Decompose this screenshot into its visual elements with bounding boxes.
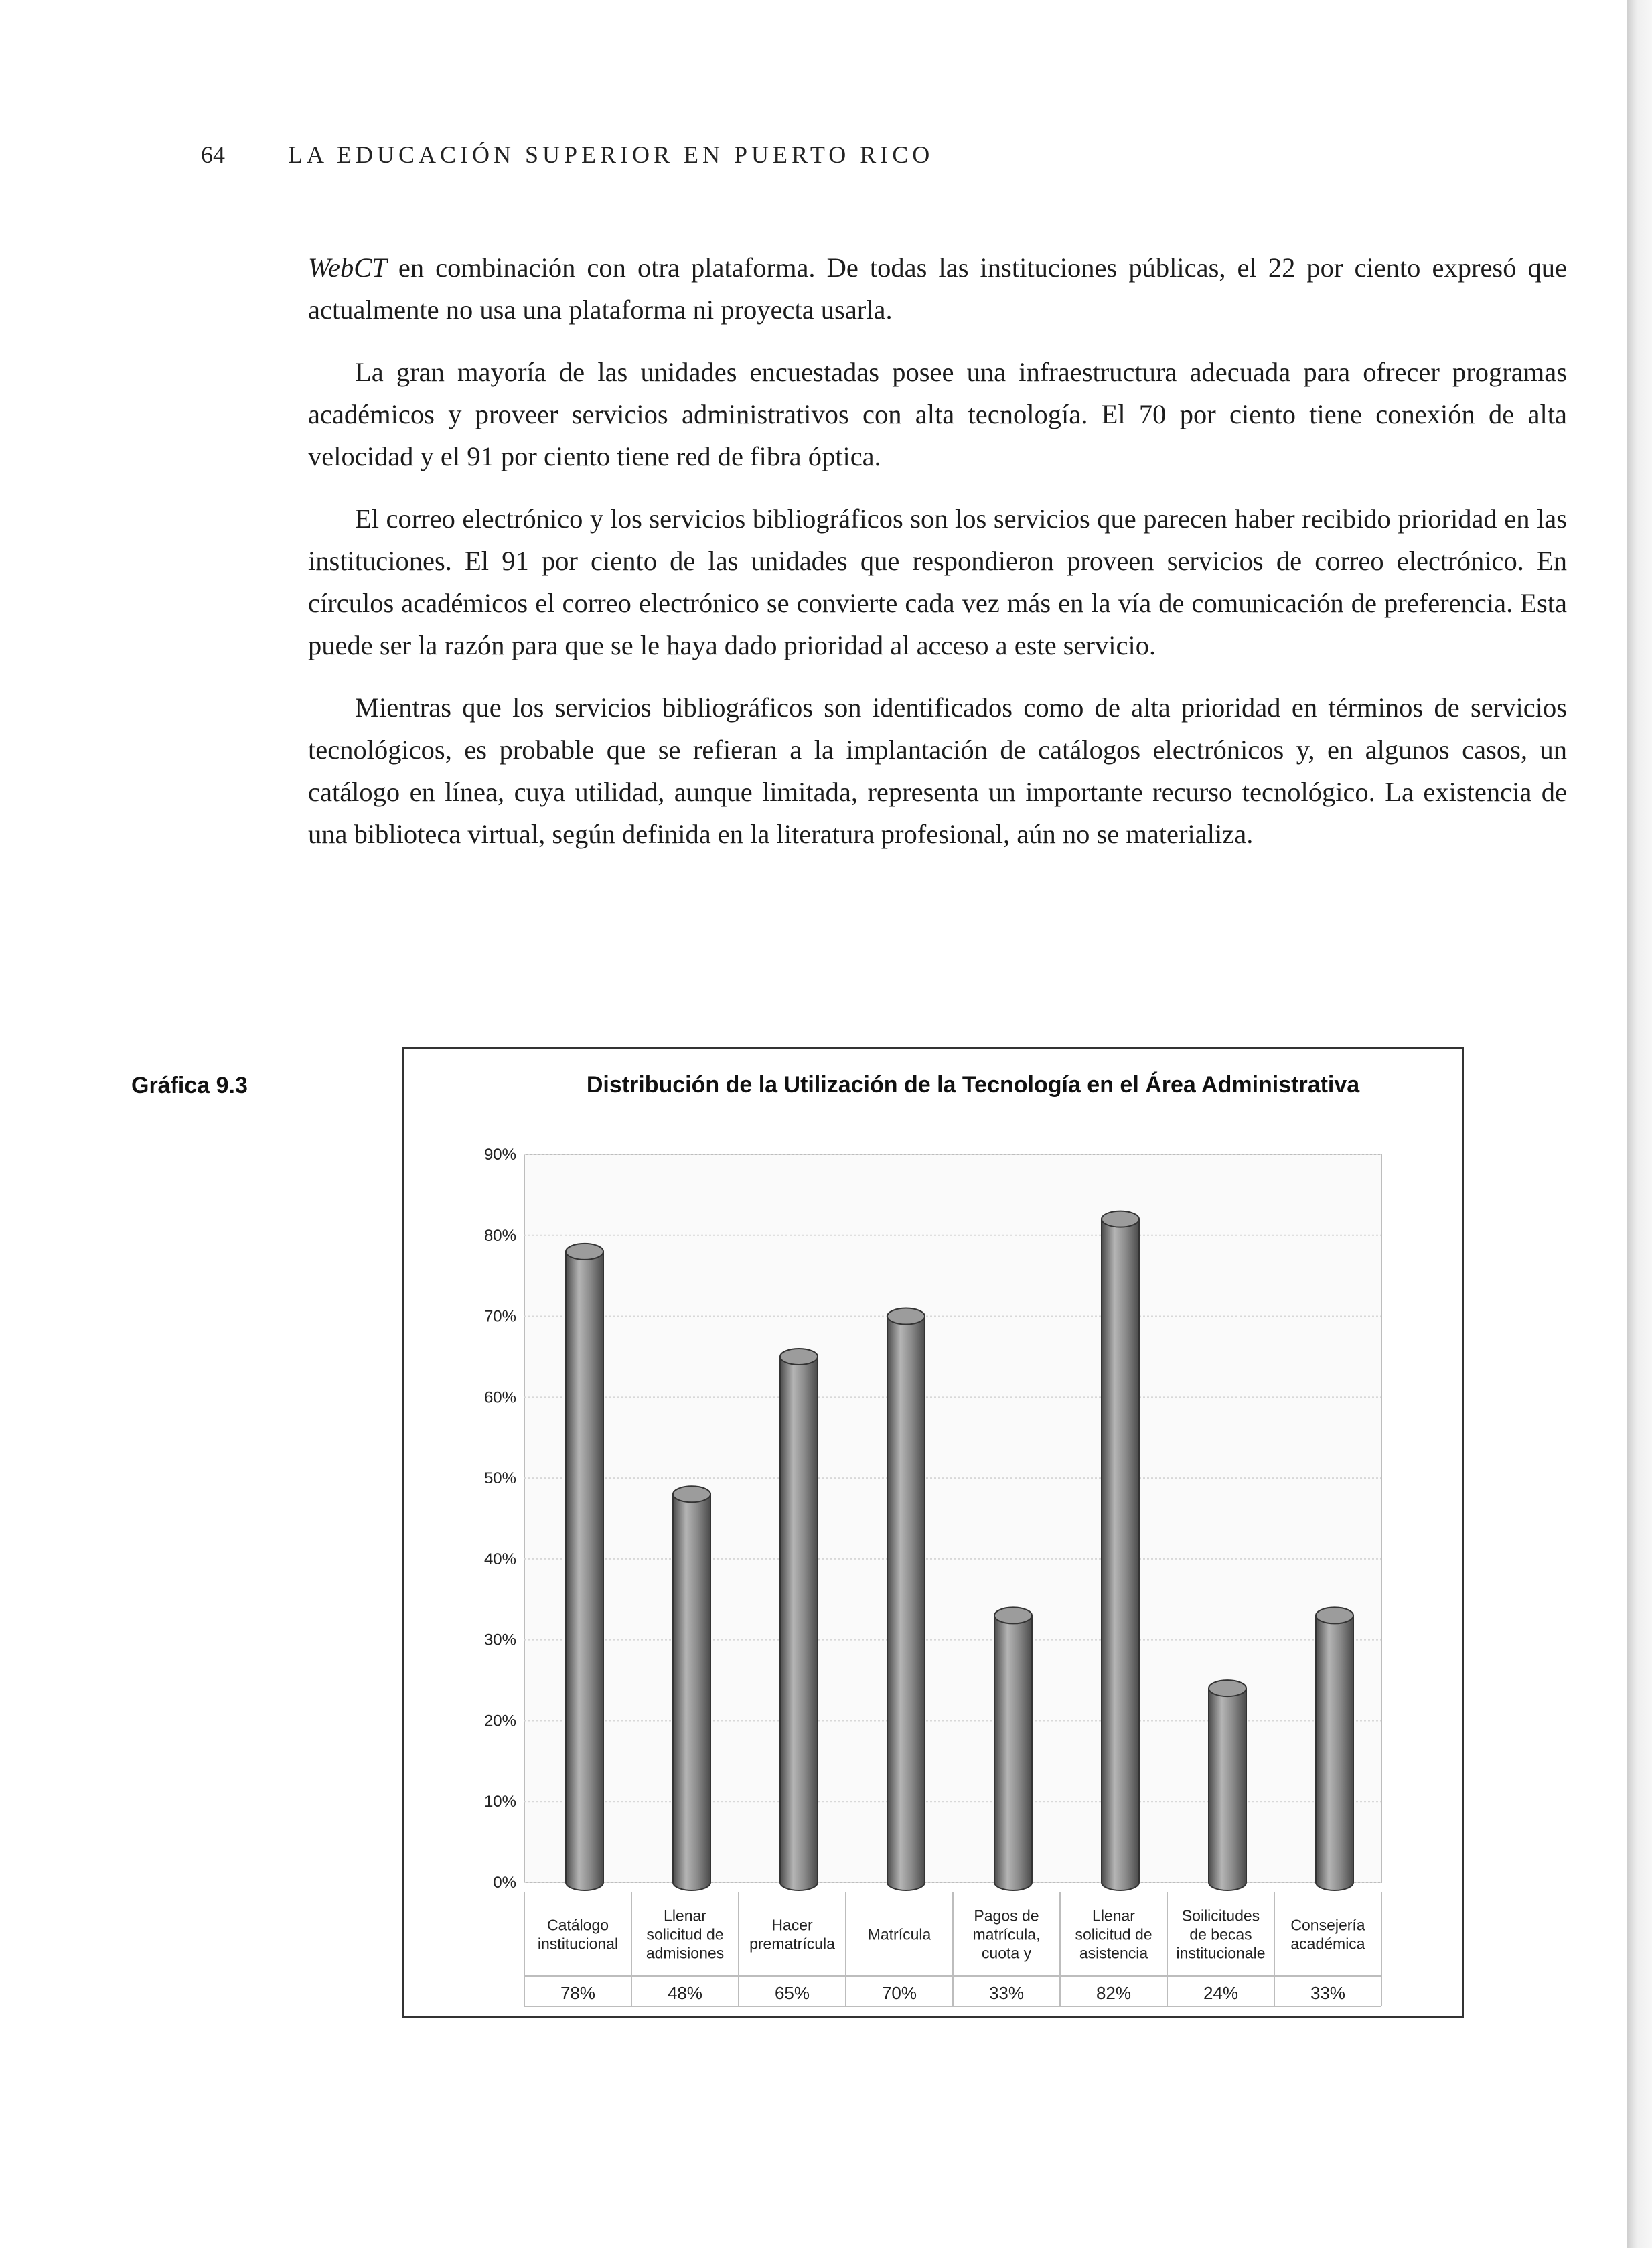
running-header bbox=[201, 141, 1272, 174]
paragraph-4: Mientras que los servicios bibliográficos son identificados como de alta prioridad en términos de servicios tecnológicos, es probable que se refieran a la implantación de catálogos electrónicos y, en algunos casos, un catálogo en línea, cuya utilidad, aunque limitada, representa un importante recurso tecnológico. La existencia de una biblioteca virtual, según definida en la literatura profesional, aún no se materializa. bbox=[308, 692, 1567, 849]
value-label: 70% bbox=[881, 1983, 917, 2003]
bar bbox=[1209, 1688, 1246, 1890]
paragraph-2: La gran mayoría de las unidades encuestadas posee una infraestructura adecuada para ofrecer programas académicos y proveer servicios administrativos con alta tecnología. El 70 por ciento tiene conexión de alta velocidad y el 91 por ciento tiene red de fibra óptica. bbox=[308, 357, 1567, 471]
running-title: LA EDUCACIÓN SUPERIOR EN PUERTO RICO bbox=[288, 141, 934, 168]
y-tick-label: 40% bbox=[483, 1550, 516, 1568]
bar-top bbox=[1209, 1680, 1246, 1696]
y-tick-label: 10% bbox=[483, 1793, 516, 1811]
y-tick-label: 90% bbox=[483, 1146, 516, 1164]
bar-top bbox=[673, 1486, 710, 1502]
bar-top bbox=[887, 1308, 925, 1325]
y-tick-label: 20% bbox=[483, 1712, 516, 1730]
category-label: asistencia bbox=[1079, 1944, 1148, 1962]
category-label: solicitud de bbox=[1075, 1925, 1152, 1943]
chart-frame bbox=[402, 1047, 1464, 2018]
category-label: Hacer bbox=[771, 1916, 813, 1934]
category-label: Pagos de bbox=[974, 1906, 1039, 1925]
bar bbox=[994, 1615, 1032, 1890]
category-label: matrícula, bbox=[972, 1925, 1041, 1943]
category-label: institucional bbox=[537, 1935, 619, 1953]
category-label: solicitud de bbox=[646, 1925, 724, 1943]
category-label: Llenar bbox=[1092, 1906, 1135, 1925]
plot-area bbox=[524, 1154, 1381, 1882]
value-label: 24% bbox=[1203, 1983, 1239, 2003]
bar-top bbox=[1316, 1607, 1353, 1623]
y-tick-label: 50% bbox=[483, 1469, 516, 1488]
category-label: de becas bbox=[1189, 1925, 1252, 1943]
bar-chart bbox=[404, 1049, 1462, 2016]
category-label: institucionale bbox=[1176, 1944, 1266, 1962]
chart-title: Distribución de la Utilización de la Tecnología en el Área Administrativa bbox=[586, 1072, 1360, 1098]
category-label: Soilicitudes bbox=[1181, 1906, 1260, 1925]
figure-label: Gráfica 9.3 bbox=[131, 1073, 248, 1098]
bar-top bbox=[1102, 1211, 1139, 1227]
page-number: 64 bbox=[201, 141, 225, 168]
paragraph-1 bbox=[308, 246, 1567, 331]
bar bbox=[887, 1317, 925, 1890]
value-label: 33% bbox=[1310, 1983, 1346, 2003]
value-label: 82% bbox=[1096, 1983, 1132, 2003]
category-label: Matrícula bbox=[867, 1925, 931, 1943]
category-label: cuota y bbox=[981, 1944, 1032, 1962]
value-label: 33% bbox=[988, 1983, 1025, 2003]
value-label: 78% bbox=[560, 1983, 596, 2003]
bar bbox=[673, 1494, 710, 1890]
paragraph-3: El correo electrónico y los servicios bibliográficos son los servicios que parecen haber recibido prioridad en las instituciones. El 91 por ciento de las unidades que respondieron proveen servicios de correo electrónico. En círculos académicos el correo electrónico se convierte cada vez más en la vía de comunicación de preferencia. Esta puede ser la razón para que se le haya dado prioridad al acceso a este servicio. bbox=[308, 504, 1567, 660]
body-text bbox=[308, 246, 1567, 875]
y-tick-label: 60% bbox=[483, 1388, 516, 1407]
y-tick-label: 80% bbox=[483, 1226, 516, 1245]
y-tick-label: 70% bbox=[483, 1307, 516, 1326]
webct-term: WebCT bbox=[308, 252, 387, 283]
bar bbox=[780, 1357, 818, 1890]
page-edge bbox=[1627, 0, 1652, 2248]
bar-top bbox=[566, 1244, 603, 1260]
category-label: Consejería bbox=[1290, 1916, 1365, 1934]
bar bbox=[1102, 1219, 1139, 1890]
y-tick-label: 30% bbox=[483, 1631, 516, 1649]
value-label: 48% bbox=[667, 1983, 703, 2003]
bar bbox=[1316, 1615, 1353, 1890]
category-label: académica bbox=[1290, 1935, 1365, 1953]
category-label: Llenar bbox=[664, 1906, 706, 1925]
bar bbox=[566, 1252, 603, 1890]
category-label: Catálogo bbox=[546, 1916, 609, 1934]
y-tick-label: 0% bbox=[493, 1874, 516, 1892]
bar-top bbox=[994, 1607, 1032, 1623]
category-label: prematrícula bbox=[749, 1935, 835, 1953]
value-label: 65% bbox=[774, 1983, 810, 2003]
category-label: admisiones bbox=[646, 1944, 725, 1962]
bar-top bbox=[780, 1349, 818, 1365]
paragraph-1-text: en combinación con otra plataforma. De todas las instituciones públicas, el 22 por ciento expresó que actualmente no usa una plataforma ni proyecta usarla. bbox=[308, 252, 1567, 325]
